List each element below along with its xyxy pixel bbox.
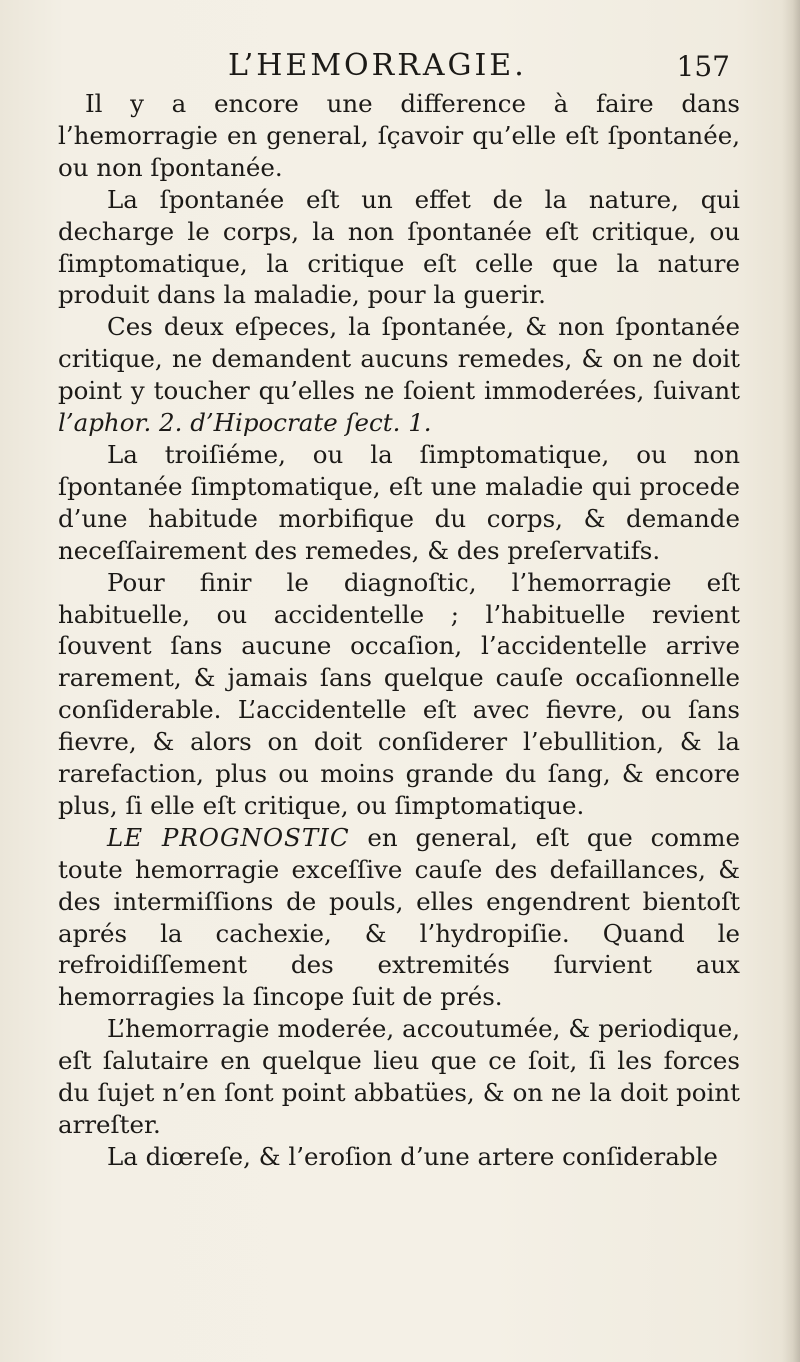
paragraph-6 — [58, 822, 740, 1013]
paragraph-5: Pour finir le diagnoſtic, l’hemorragie eſt habituelle, ou accidentelle ; l’habituelle revient ſouvent ſans aucune occaſion, l’accidentelle arrive rarement, & jamais ſans quelque cauſe occaſionnelle conſiderable. L’accidentelle eſt avec fievre, ou ſans fievre, & alors on doit conſiderer l’ebullition, & la rarefaction, plus ou moins grande du ſang, & encore plus, ſi elle eſt critique, ou ſimptomatique. — [58, 567, 740, 820]
paragraph-7: L’hemorragie moderée, accoutumée, & periodique, eſt ſalutaire en quelque lieu que ce ſoit, ſi les forces du ſujet n’en ſont point abbatües, & on ne la doit point arreſter. — [58, 1014, 740, 1139]
paragraph-2: La ſpontanée eſt un effet de la nature, qui decharge le corps, la non ſpontanée eſt critique, ou ſimptomatique, la critique eſt celle que la nature produit dans la maladie, pour la guerir. — [58, 184, 740, 310]
paragraph-3 — [58, 311, 740, 439]
paragraph-3-text: Ces deux eſpeces, la ſpontanée, & non ſpontanée critique, ne demandent aucuns remedes, & on ne doit point y toucher qu’elles ne ſoient immoderées, ſuivant — [58, 312, 740, 406]
citation: l’aphor. 2. d’Hipocrate ſect. 1. — [58, 408, 432, 438]
page-header — [90, 48, 730, 88]
paragraph-1: Il y a encore une difference à faire dans l’hemorragie en general, ſçavoir qu’elle eſt ſpontanée, ou non ſpontanée. — [58, 89, 740, 182]
page-gutter-shadow — [782, 0, 800, 1362]
page-number: 157 — [676, 50, 730, 83]
section-heading: LE PROGNOSTIC — [107, 822, 350, 852]
paragraph-4: La troiſiéme, ou la ſimptomatique, ou non ſpontanée ſimptomatique, eſt une maladie qui procede d’une habitude morbifique du corps, & demande neceſſairement des remedes, & des preſervatifs. — [58, 439, 740, 565]
running-head: L’HEMORRAGIE. — [228, 48, 527, 83]
paragraph-6-text: en general, eſt que comme toute hemorragie exceſſive cauſe des defaillances, & des intermiſſions de pouls, elles engendrent bientoſt aprés la cachexie, & l’hydropiſie. Quand le refroidiſſement des extremités ſurvient aux hemorragies la ſincope ſuit de prés. — [58, 822, 740, 1012]
paragraph-8: La diœreſe, & l’eroſion d’une artere conſiderable — [107, 1141, 718, 1171]
body-text — [58, 88, 740, 1173]
